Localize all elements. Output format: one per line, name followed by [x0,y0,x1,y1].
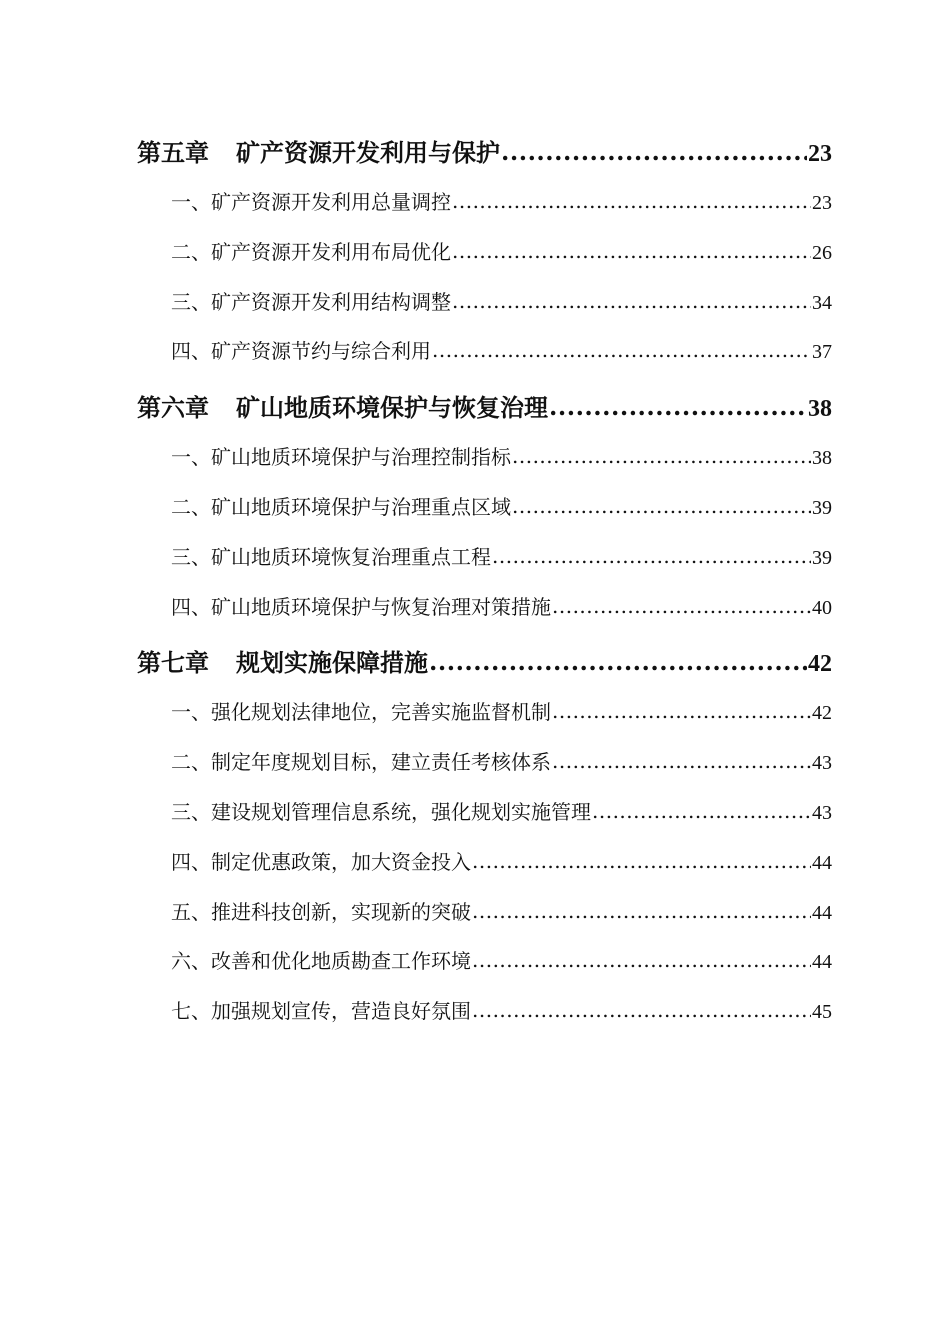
toc-section-entry[interactable] [137,838,832,888]
toc-section-entry[interactable] [137,327,832,377]
toc-section-entry[interactable] [137,937,832,987]
section-title: 三、建设规划管理信息系统，强化规划实施管理 [171,799,591,824]
section-title: 四、制定优惠政策，加大资金投入 [171,849,471,874]
toc-section-entry[interactable] [137,178,832,228]
chapter-title [137,128,500,178]
toc-section-entry[interactable] [137,688,832,738]
page-number: 44 [812,851,832,874]
toc-section-entry[interactable] [137,888,832,938]
toc-section-entry[interactable] [137,987,832,1037]
dot-leader [472,936,811,986]
dot-leader [472,837,811,887]
toc-section-entry[interactable] [137,583,832,633]
toc-section-entry[interactable] [137,433,832,483]
toc-section-entry[interactable] [137,483,832,533]
toc-chapter-heading[interactable] [137,128,832,178]
toc-section-entry[interactable] [137,278,832,328]
dot-leader [552,582,811,632]
page-number: 42 [808,651,832,678]
chapter-number: 第六章 [137,393,209,423]
dot-leader [452,177,811,227]
page-number: 23 [812,192,832,214]
page-number: 39 [812,496,832,519]
toc-chapter-7 [137,638,832,1037]
section-title: 二、制定年度规划目标，建立责任考核体系 [171,750,551,775]
chapter-number: 第七章 [137,648,209,678]
section-title: 二、矿山地质环境保护与治理重点区域 [171,494,511,519]
page-number: 44 [812,901,832,924]
section-title: 一、矿山地质环境保护与治理控制指标 [171,445,511,470]
chapter-title [137,383,548,433]
page-number: 39 [812,546,832,569]
page-number: 45 [812,1001,832,1024]
toc-chapter-6 [137,383,832,632]
toc-chapter-5 [137,128,832,377]
section-title: 四、矿山地质环境保护与恢复治理对策措施 [171,594,551,619]
dot-leader [549,382,807,432]
toc-section-entry[interactable] [137,738,832,788]
chapter-name: 规划实施保障措施 [236,648,428,678]
dot-leader [501,127,807,177]
toc-section-entry[interactable] [137,228,832,278]
page-number: 37 [812,341,832,364]
chapter-number: 第五章 [137,138,209,167]
dot-leader [452,227,811,277]
dot-leader [472,986,811,1036]
section-title: 三、矿山地质环境恢复治理重点工程 [171,544,491,569]
dot-leader [592,787,811,837]
dot-leader [429,637,807,687]
section-title: 二、矿产资源开发利用布局优化 [171,239,451,264]
toc-section-entry[interactable] [137,788,832,838]
section-title: 一、矿产资源开发利用总量调控 [171,190,451,214]
page-number: 40 [812,596,832,619]
chapter-title [137,638,428,688]
toc-chapter-heading[interactable] [137,383,832,433]
dot-leader [552,687,811,737]
page-number: 38 [812,447,832,470]
page-number: 26 [812,241,832,264]
section-title: 一、强化规划法律地位，完善实施监督机制 [171,700,551,725]
dot-leader [452,277,811,327]
toc-section-entry[interactable] [137,533,832,583]
page-number: 38 [808,396,832,423]
page-number: 43 [812,752,832,775]
dot-leader [512,482,811,532]
dot-leader [432,326,811,376]
section-title: 五、推进科技创新，实现新的突破 [171,899,471,924]
dot-leader [512,432,811,482]
section-title: 七、加强规划宣传，营造良好氛围 [171,999,471,1024]
section-title: 六、改善和优化地质勘查工作环境 [171,949,471,974]
page-number: 44 [812,951,832,974]
page-number: 42 [812,702,832,725]
page-number: 34 [812,291,832,314]
chapter-name: 矿产资源开发利用与保护 [236,138,500,167]
dot-leader [472,887,811,937]
dot-leader [492,532,811,582]
section-title: 四、矿产资源节约与综合利用 [171,339,431,364]
section-title: 三、矿产资源开发利用结构调整 [171,289,451,314]
chapter-name: 矿山地质环境保护与恢复治理 [236,393,548,423]
page-number: 43 [812,801,832,824]
dot-leader [552,737,811,787]
page-number: 23 [808,141,832,167]
toc-chapter-heading[interactable] [137,638,832,688]
table-of-contents [137,128,832,1043]
